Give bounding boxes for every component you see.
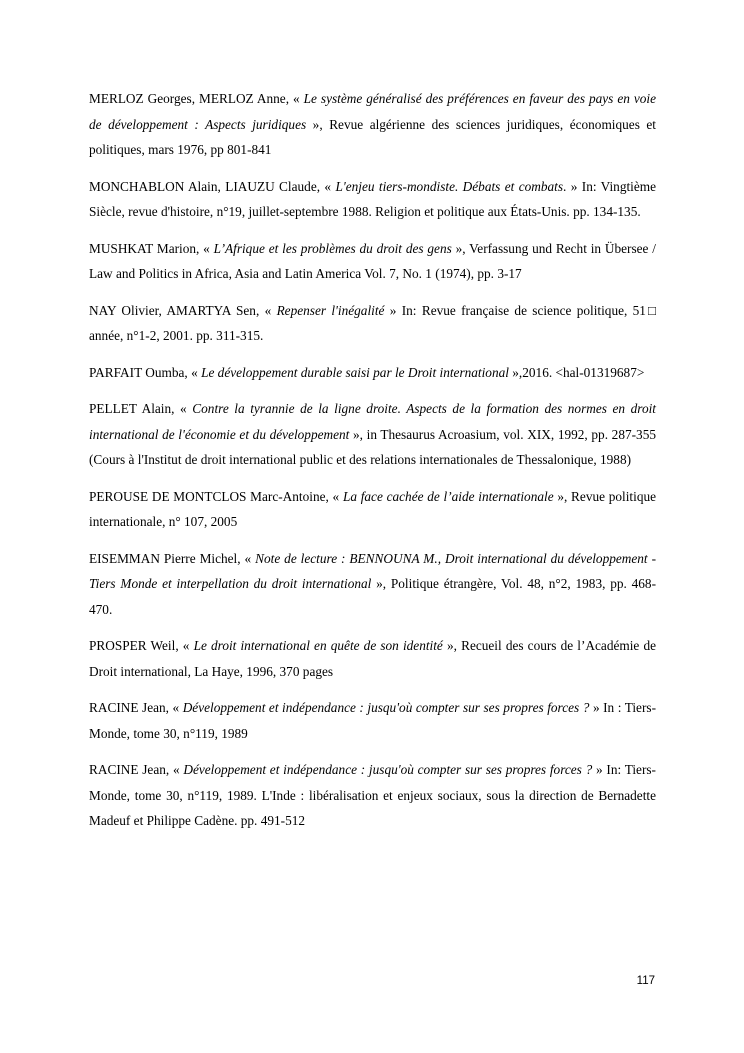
entry-source: » In: Revue française de science politique, 51□ année, n°1-2, 2001. pp. 311-315. [89, 302, 656, 343]
entry-authors: MONCHABLON Alain, LIAUZU Claude, « [89, 178, 336, 194]
entry-authors: RACINE Jean, « [89, 700, 183, 715]
entry-title: Le système généralisé des préférences en faveur des pays en voie de développement : Aspects juridiques [89, 91, 656, 132]
entry-authors: NAY Olivier, AMARTYA Sen, « [89, 302, 277, 318]
bibliography-entry [89, 757, 656, 834]
entry-source: », Recueil des cours de l’Académie de Droit international, La Haye, 1996, 370 pages [89, 638, 656, 679]
entry-authors: MUSHKAT Marion, « [89, 240, 214, 256]
entry-source: », Verfassung und Recht in Übersee / Law and Politics in Africa, Asia and Latin America Vol. 7, No. 1 (1974), pp. 3-17 [89, 240, 656, 281]
bibliography-entry [89, 86, 656, 163]
entry-source: . » In: Vingtième Siècle, revue d'histoire, n°19, juillet-septembre 1988. Religion et politique aux États-Unis. pp. 134-135. [89, 178, 657, 219]
entry-authors: MERLOZ Georges, MERLOZ Anne, « [89, 91, 304, 106]
entry-title: La face cachée de l’aide internationale [342, 488, 554, 504]
entry-authors: PEROUSE DE MONTCLOS Marc-Antoine, « [89, 488, 343, 504]
entry-title: Développement et indépendance : jusqu'où compter sur ses propres forces ? [182, 700, 590, 715]
entry-source: » In : Tiers-Monde, tome 30, n°119, 1989 [89, 700, 656, 741]
bibliography-entry [89, 484, 656, 535]
bibliography-entry [89, 546, 656, 623]
entry-title: L'enjeu tiers-mondiste. Débats et combats [335, 178, 564, 194]
bibliography-entry [89, 695, 656, 746]
bibliography-entry [89, 633, 656, 684]
entry-title: L’Afrique et les problèmes du droit des gens [213, 240, 452, 256]
entry-title: Repenser l'inégalité [276, 302, 385, 318]
entry-title: Le développement durable saisi par le Droit international [201, 364, 509, 380]
bibliography-entry [89, 174, 656, 225]
bibliography-entry [89, 360, 656, 386]
entry-authors: PARFAIT Oumba, « [89, 364, 202, 380]
entry-title: Développement et indépendance : jusqu'où compter sur ses propres forces ? [183, 762, 593, 777]
entry-authors: PROSPER Weil, « [89, 638, 194, 653]
bibliography-entry [89, 236, 656, 287]
page-number: 117 [636, 975, 655, 987]
entry-authors: EISEMMAN Pierre Michel, « [89, 550, 256, 566]
bibliography-entry [89, 298, 656, 349]
bibliography-entry [89, 396, 656, 473]
entry-source: », Revue politique internationale, n° 107, 2005 [89, 488, 657, 529]
entry-authors: RACINE Jean, « [89, 762, 184, 777]
bibliography-list [89, 86, 656, 845]
entry-source: » In: Tiers-Monde, tome 30, n°119, 1989. L'Inde : libéralisation et enjeux sociaux, sous la direction de Bernadette Madeuf et Philippe Cadène. pp. 491-512 [89, 762, 656, 828]
entry-authors: PELLET Alain, « [89, 401, 193, 416]
entry-title: Contre la tyrannie de la ligne droite. Aspects de la formation des normes en droit international de l'économie et du développement [89, 401, 656, 442]
entry-source: »,2016. <hal-01319687> [508, 364, 645, 380]
entry-title: Note de lecture : BENNOUNA M., Droit international du développement - Tiers Monde et interpellation du droit international [89, 550, 656, 591]
entry-source: », in Thesaurus Acroasium, vol. XIX, 1992, pp. 287-355 (Cours à l'Institut de droit international public et des relations internationales de Thessalonique, 1988) [89, 426, 656, 467]
entry-source: », Politique étrangère, Vol. 48, n°2, 1983, pp. 468-470. [89, 576, 656, 617]
entry-title: Le droit international en quête de son identité [193, 638, 443, 653]
entry-source: », Revue algérienne des sciences juridiques, économiques et politiques, mars 1976, pp 801-841 [89, 116, 656, 157]
